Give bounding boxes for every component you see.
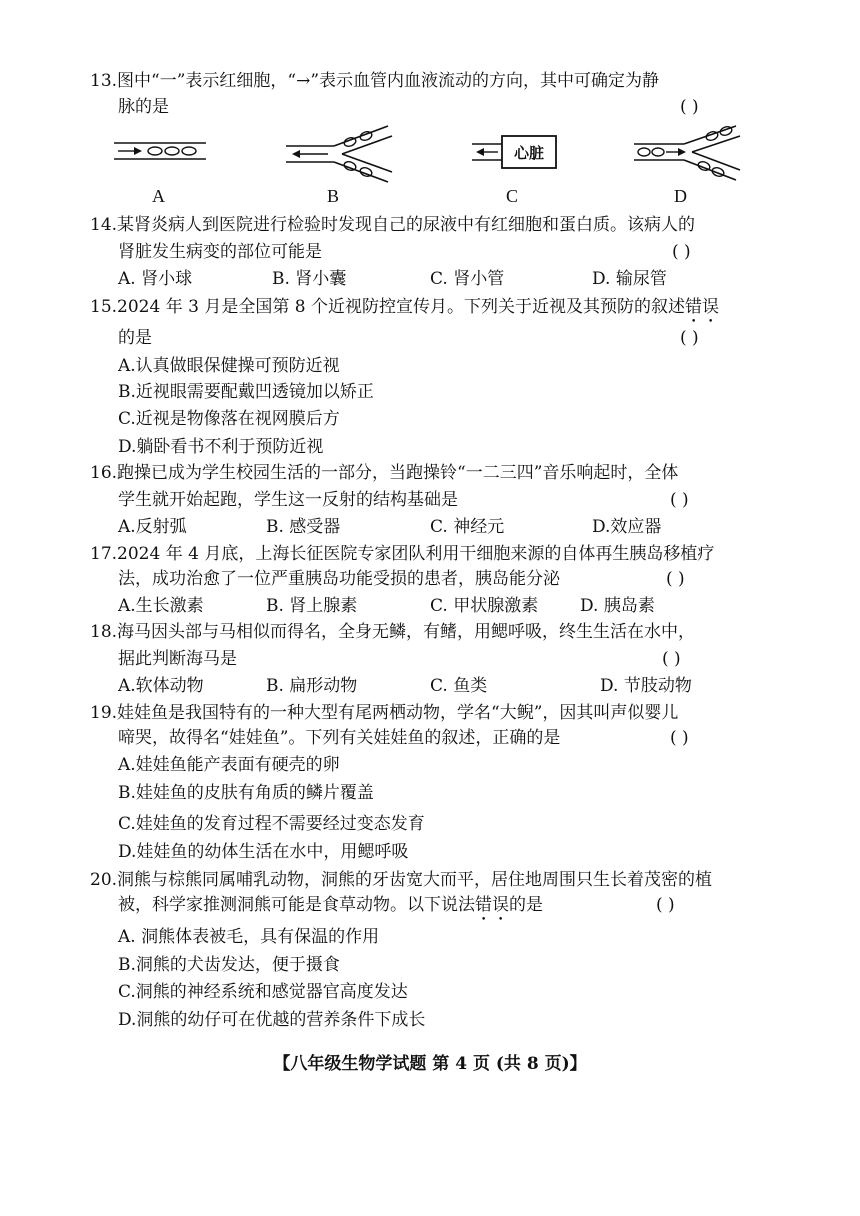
q18-option-c: C. 鱼类 xyxy=(430,676,488,696)
figure-a-vessel xyxy=(112,136,208,166)
q18-answer-paren: ( ) xyxy=(662,649,681,669)
q14-option-a: A. 肾小球 xyxy=(118,269,193,289)
q16-option-d: D.效应器 xyxy=(592,517,662,537)
q19-option-d: D.娃娃鱼的幼体生活在水中，用鳃呼吸 xyxy=(118,842,409,862)
figure-b-vessel xyxy=(284,122,396,184)
figure-label-d: D xyxy=(674,186,687,206)
q20-stem-line2: 被，科学家推测洞熊可能是食草动物。以下说法错误的是 xyxy=(118,895,543,915)
q16-stem-line2: 学生就开始起跑，学生这一反射的结构基础是 xyxy=(118,490,458,510)
q16-stem-line1: 16.跑操已成为学生校园生活的一部分，当跑操铃“一二三四”音乐响起时，全体 xyxy=(90,463,679,483)
q20-option-c: C.洞熊的神经系统和感觉器官高度发达 xyxy=(118,982,408,1002)
q14-option-b: B. 肾小囊 xyxy=(272,269,347,289)
q15-answer-paren: ( ) xyxy=(680,328,699,348)
q18-stem-line1: 18.海马因头部与马相似而得名，全身无鳞，有鳍，用鳃呼吸，终生生活在水中， xyxy=(90,622,696,642)
q15-emphasis-word: 错误 xyxy=(684,297,719,317)
q15-option-d: D.躺卧看书不利于预防近视 xyxy=(118,437,324,457)
q20-option-b: B.洞熊的犬齿发达，便于摄食 xyxy=(118,955,340,975)
q14-option-d: D. 输尿管 xyxy=(592,269,667,289)
q20-stem-line1: 20.洞熊与棕熊同属哺乳动物，洞熊的牙齿宽大而平，居住地周围只生长着茂密的植 xyxy=(90,870,713,890)
q15-option-c: C.近视是物像落在视网膜后方 xyxy=(118,409,340,429)
q16-answer-paren: ( ) xyxy=(670,490,689,510)
q19-option-b: B.娃娃鱼的皮肤有角质的鳞片覆盖 xyxy=(118,783,374,803)
q20-emphasis-word: 错误 xyxy=(475,895,509,915)
q17-option-b: B. 肾上腺素 xyxy=(266,596,358,616)
q13-stem-line1: 13.图中“一”表示红细胞，“→”表示血管内血液流动的方向，其中可确定为静 xyxy=(90,71,660,91)
q18-option-d: D. 节肢动物 xyxy=(600,676,692,696)
q19-stem-line2: 啼哭，故得名“娃娃鱼”。下列有关娃娃鱼的叙述，正确的是 xyxy=(118,728,561,748)
q17-option-d: D. 胰岛素 xyxy=(580,596,655,616)
page-footer: 【八年级生物学试题 第 4 页 (共 8 页)】 xyxy=(273,1054,587,1074)
figure-d-vessel xyxy=(632,122,744,184)
q15-stem-line2: 的是 xyxy=(118,328,152,348)
q19-option-a: A.娃娃鱼能产表面有硬壳的卵 xyxy=(118,755,340,775)
q14-stem-line1: 14.某肾炎病人到医院进行检验时发现自己的尿液中有红细胞和蛋白质。该病人的 xyxy=(90,215,696,235)
figure-label-b: B xyxy=(327,186,340,206)
q18-option-b: B. 扁形动物 xyxy=(266,676,358,696)
q17-option-a: A.生长激素 xyxy=(118,596,204,616)
q14-answer-paren: ( ) xyxy=(672,242,691,262)
q20-option-d: D.洞熊的幼仔可在优越的营养条件下成长 xyxy=(118,1010,426,1030)
q17-option-c: C. 甲状腺激素 xyxy=(430,596,539,616)
q17-stem-line2: 法，成功治愈了一位严重胰岛功能受损的患者，胰岛能分泌 xyxy=(118,569,560,589)
q15-stem-line1: 15.2024 年 3 月是全国第 8 个近视防控宣传月。下列关于近视及其预防的叙述错误 xyxy=(90,297,719,317)
q18-option-a: A.软体动物 xyxy=(118,676,204,696)
q15-option-a: A.认真做眼保健操可预防近视 xyxy=(118,356,340,376)
q13-answer-paren: ( ) xyxy=(680,97,699,117)
q16-option-b: B. 感受器 xyxy=(266,517,341,537)
q14-stem-line2: 肾脏发生病变的部位可能是 xyxy=(118,242,322,262)
q18-stem-line2: 据此判断海马是 xyxy=(118,649,237,669)
q14-option-c: C. 肾小管 xyxy=(430,269,505,289)
figure-label-a: A xyxy=(152,186,165,206)
q20-option-a: A. 洞熊体表被毛，具有保温的作用 xyxy=(118,927,380,947)
q16-option-c: C. 神经元 xyxy=(430,517,505,537)
q13-stem-line2: 脉的是 xyxy=(118,97,169,117)
q19-answer-paren: ( ) xyxy=(670,728,689,748)
figure-label-c: C xyxy=(506,186,519,206)
heart-label: 心脏 xyxy=(513,144,545,162)
q16-option-a: A.反射弧 xyxy=(118,517,187,537)
q17-answer-paren: ( ) xyxy=(666,569,685,589)
q19-stem-line1: 19.娃娃鱼是我国特有的一种大型有尾两栖动物，学名“大鲵”，因其叫声似婴儿 xyxy=(90,703,679,723)
q17-stem-line1: 17.2024 年 4 月底，上海长征医院专家团队利用干细胞来源的自体再生胰岛移植疗 xyxy=(90,544,715,564)
q20-answer-paren: ( ) xyxy=(656,895,675,915)
q19-option-c: C.娃娃鱼的发育过程不需要经过变态发育 xyxy=(118,814,425,834)
figure-c-heart-vessel xyxy=(468,134,560,172)
q15-option-b: B.近视眼需要配戴凹透镜加以矫正 xyxy=(118,382,374,402)
